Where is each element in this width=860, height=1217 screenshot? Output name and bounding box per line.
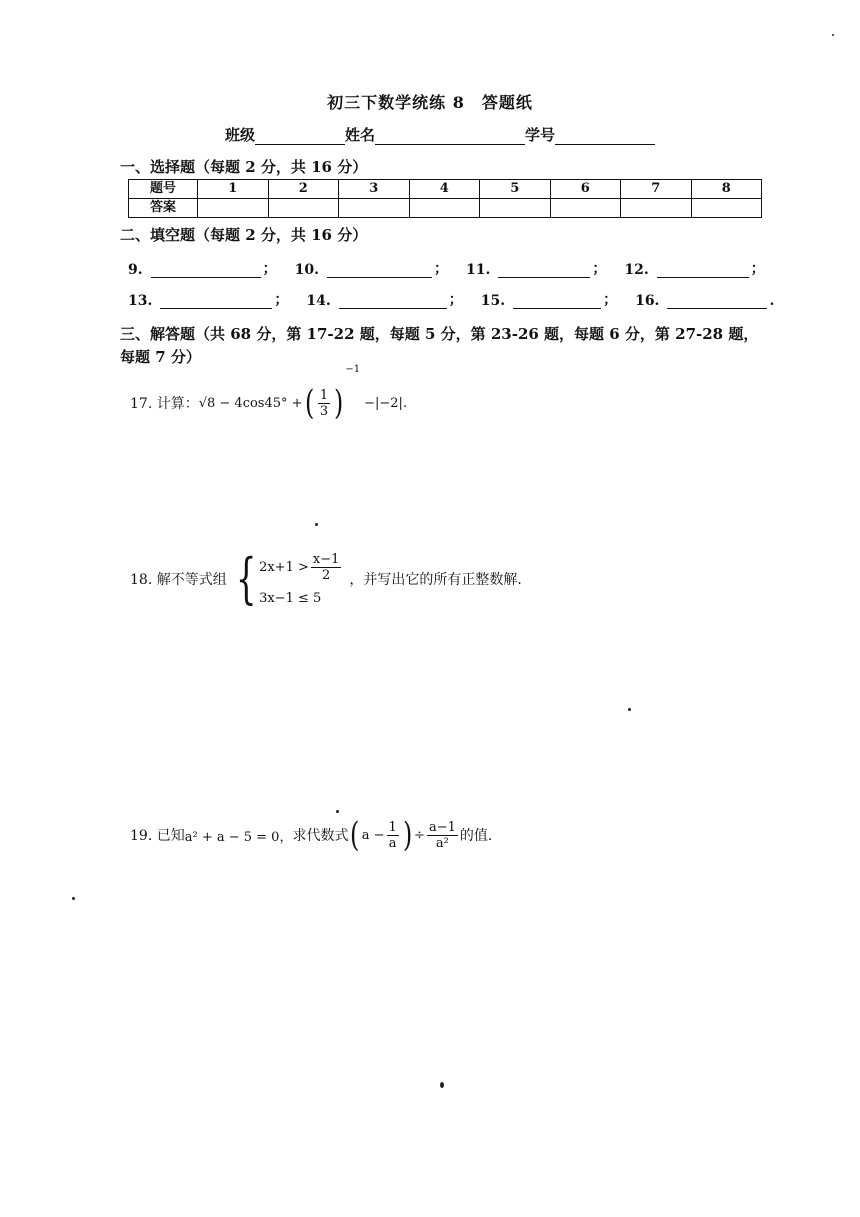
left-paren-icon: ( bbox=[304, 383, 314, 423]
fill-label: 13. bbox=[128, 293, 153, 309]
fill-row-2 bbox=[128, 289, 774, 309]
q19-f1-num: 1 bbox=[388, 819, 397, 835]
q18-frac-num: x−1 bbox=[312, 552, 340, 567]
fill-row-1 bbox=[128, 258, 765, 278]
id-blank[interactable] bbox=[555, 130, 655, 145]
fill-blank[interactable] bbox=[498, 265, 590, 278]
fill-label: 12. bbox=[624, 262, 649, 278]
q18-line2: 3x−1 ≤ 5 bbox=[259, 591, 322, 606]
question-number-cell: 7 bbox=[621, 180, 692, 199]
answer-cell[interactable] bbox=[550, 199, 621, 218]
page-title: 初三下数学统练 8 答题纸 bbox=[327, 93, 533, 112]
q18-fraction bbox=[311, 552, 342, 583]
q17-expr-a: √8 − 4cos45° + bbox=[198, 395, 303, 411]
fill-label: 16. bbox=[635, 293, 660, 309]
section2-heading: 二、填空题（每题 2 分，共 16 分） bbox=[120, 226, 368, 244]
answer-cell[interactable] bbox=[409, 199, 480, 218]
scan-speck bbox=[336, 810, 339, 813]
table-row bbox=[129, 199, 762, 218]
q19-f2-den: a² bbox=[435, 835, 449, 851]
q18-suffix: ，并写出它的所有正整数解. bbox=[349, 572, 522, 588]
inequality-system bbox=[229, 547, 344, 610]
right-paren-icon: ) bbox=[402, 815, 413, 855]
separator: ； bbox=[262, 261, 277, 277]
fill-blank[interactable] bbox=[339, 296, 447, 309]
name-blank[interactable] bbox=[375, 130, 525, 145]
question-18 bbox=[130, 547, 522, 610]
separator: ； bbox=[592, 261, 607, 277]
left-brace-icon: { bbox=[235, 547, 257, 610]
q19-condition: a² + a − 5 = 0， bbox=[184, 829, 293, 845]
fill-label: 10. bbox=[294, 262, 319, 278]
q19-a-minus: a − bbox=[361, 827, 385, 843]
answer-cell[interactable] bbox=[339, 199, 410, 218]
q17-frac-num: 1 bbox=[319, 387, 329, 403]
scan-speck bbox=[832, 34, 834, 36]
question-number-cell: 3 bbox=[339, 180, 410, 199]
q19-suffix: 的值. bbox=[459, 828, 493, 844]
answer-cell[interactable] bbox=[268, 199, 339, 218]
separator: . bbox=[769, 293, 775, 309]
fill-blank[interactable] bbox=[657, 265, 749, 278]
answer-cell[interactable] bbox=[691, 199, 762, 218]
q19-op: ÷ bbox=[414, 827, 425, 843]
answer-cell[interactable] bbox=[198, 199, 269, 218]
question-number-cell: 2 bbox=[268, 180, 339, 199]
q19-prefix: 19. 已知 bbox=[130, 828, 185, 844]
separator: ； bbox=[433, 261, 448, 277]
q17-exponent: −1 bbox=[345, 364, 361, 375]
question-number-cell: 5 bbox=[480, 180, 551, 199]
q17-fraction bbox=[318, 388, 330, 419]
q19-f1-den: a bbox=[388, 835, 397, 851]
separator: ； bbox=[603, 292, 618, 308]
q18-line1 bbox=[259, 552, 343, 583]
id-label: 学号 bbox=[525, 126, 556, 144]
multiple-choice-table bbox=[128, 179, 762, 218]
q19-fraction-2 bbox=[427, 820, 458, 851]
name-label: 姓名 bbox=[345, 126, 376, 144]
row-head-answer: 答案 bbox=[129, 199, 198, 218]
separator: ； bbox=[448, 292, 463, 308]
answer-cell[interactable] bbox=[621, 199, 692, 218]
fill-label: 15. bbox=[480, 293, 506, 309]
question-17 bbox=[130, 364, 408, 423]
scan-speck bbox=[72, 897, 75, 900]
q19-f2-num: a−1 bbox=[428, 819, 456, 835]
q18-frac-den: 2 bbox=[321, 568, 331, 583]
q17-prefix: 17. 计算： bbox=[130, 396, 199, 412]
question-number-cell: 4 bbox=[409, 180, 480, 199]
table-row bbox=[129, 180, 762, 199]
answer-cell[interactable] bbox=[480, 199, 551, 218]
fill-blank[interactable] bbox=[327, 265, 432, 278]
scan-speck bbox=[315, 523, 318, 526]
fill-label: 9. bbox=[128, 262, 143, 278]
question-19 bbox=[130, 815, 493, 855]
fill-blank[interactable] bbox=[160, 296, 272, 309]
question-number-cell: 1 bbox=[198, 180, 269, 199]
q18-line1-left: 2x+1 > bbox=[259, 560, 309, 575]
class-blank[interactable] bbox=[255, 130, 345, 145]
q19-middle: 求代数式 bbox=[292, 828, 349, 844]
q17-expr-b: −|−2|. bbox=[364, 395, 408, 411]
fill-label: 14. bbox=[306, 293, 331, 309]
right-paren-icon: ) bbox=[334, 383, 344, 423]
fill-blank[interactable] bbox=[513, 296, 601, 309]
scan-speck bbox=[440, 1082, 444, 1088]
fill-blank[interactable] bbox=[667, 296, 767, 309]
fill-blank[interactable] bbox=[151, 265, 261, 278]
question-number-cell: 6 bbox=[550, 180, 621, 199]
section3-heading-line2: 每题 7 分） bbox=[120, 348, 201, 366]
question-number-cell: 8 bbox=[691, 180, 762, 199]
fill-label: 11. bbox=[465, 262, 491, 278]
q17-frac-den: 3 bbox=[319, 403, 329, 419]
q19-fraction-1 bbox=[387, 820, 399, 851]
separator: ； bbox=[274, 292, 289, 308]
section3-heading-line1: 三、解答题（共 68 分，第 17-22 题，每题 5 分，第 23-26 题，每题 6 分，第 27-28 题， bbox=[120, 325, 759, 343]
separator: ； bbox=[750, 261, 765, 277]
q18-prefix: 18. 解不等式组 bbox=[130, 572, 227, 588]
left-paren-icon: ( bbox=[350, 815, 360, 855]
section1-heading: 一、选择题（每题 2 分，共 16 分） bbox=[120, 158, 368, 176]
row-head-number: 题号 bbox=[129, 180, 198, 199]
class-label: 班级 bbox=[225, 126, 256, 144]
student-info-row bbox=[225, 124, 655, 145]
scan-speck bbox=[628, 708, 631, 711]
